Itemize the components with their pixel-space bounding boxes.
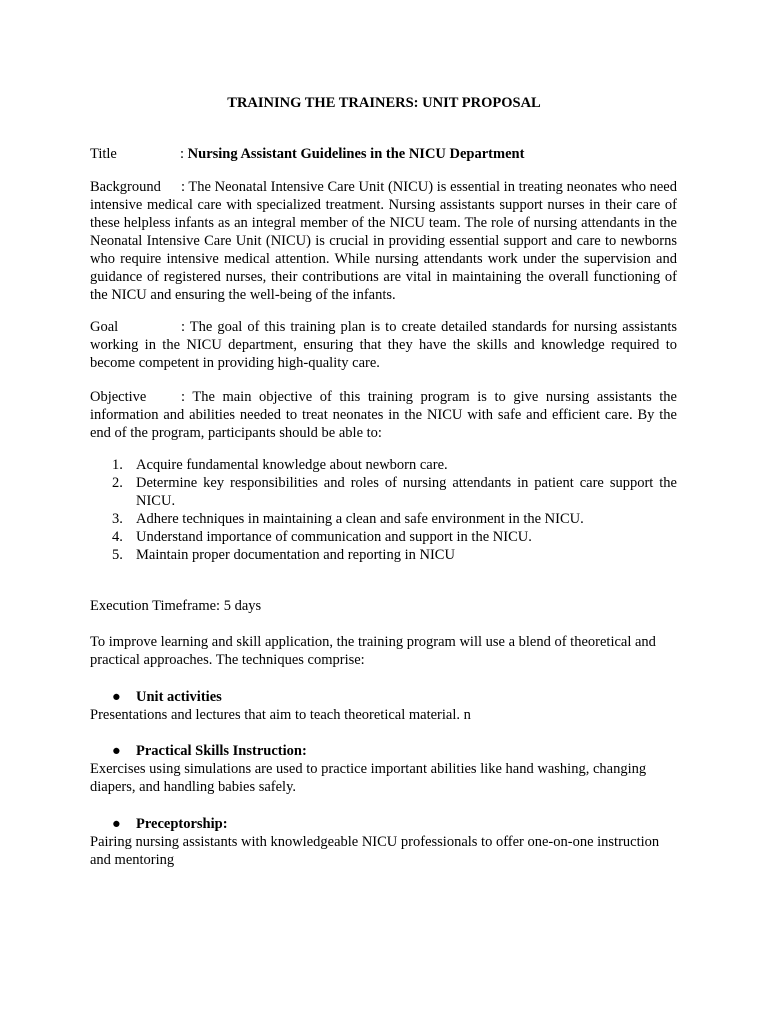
technique-heading-preceptorship — [112, 815, 228, 833]
title-value: Nursing Assistant Guidelines in the NICU Department — [187, 146, 525, 162]
list-item — [90, 510, 677, 528]
goal-text: : The goal of this training plan is to create detailed standards for nursing assistants working in the NICU department, ensuring that they have the skills and knowledge required to become competent in providing high-quality care. — [90, 319, 677, 371]
objective-text: : The main objective of this training program is to give nursing assistants the information and abilities needed to treat neonates in the NICU with safe and efficient care. By the end of the program, participants should be able to: — [90, 389, 677, 441]
title-label: Title — [90, 146, 117, 162]
background-text: : The Neonatal Intensive Care Unit (NICU) is essential in treating neonates who need intensive medical care with specialized treatment. Nursing assistants support nurses in their care of these helpless infants as an integral member of the NICU team. The role of nursing attendants in the Neonatal Intensive Care Unit (NICU) is crucial in providing essential support and care to newborns who require intensive medical attention. While nursing attendants work under the supervision and guidance of registered nurses, their contributions are vital in maintaining the overall functioning of the NICU and ensuring the well-being of the infants. — [90, 179, 677, 303]
technique-title: Preceptorship: — [136, 816, 228, 832]
bullet-icon: ● — [112, 743, 121, 759]
objective-field — [90, 388, 677, 442]
technique-text: Exercises using simulations are used to practice important abilities like hand washing, changing diapers, and handling babies safely. — [90, 761, 647, 795]
background-field — [90, 178, 677, 304]
title-separator: : — [180, 146, 188, 162]
list-item-text: Maintain proper documentation and reporting in NICU — [136, 547, 455, 563]
list-item — [90, 546, 677, 564]
document-heading: TRAINING THE TRAINERS: UNIT PROPOSAL — [227, 95, 541, 111]
technique-text: Pairing nursing assistants with knowledgeable NICU professionals to offer one-on-one instruction and mentoring — [90, 834, 660, 868]
bullet-icon: ● — [112, 816, 121, 832]
technique-text: Presentations and lectures that aim to teach theoretical material. n — [90, 707, 471, 723]
list-item-number: 2. — [112, 475, 123, 491]
background-label: Background — [90, 179, 161, 195]
list-item — [90, 474, 677, 510]
list-item-text: Determine key responsibilities and roles of nursing attendants in patient care support the NICU. — [136, 475, 677, 509]
technique-title: Practical Skills Instruction: — [136, 743, 307, 759]
technique-heading-unit-activities — [112, 688, 222, 706]
technique-heading-practical-skills — [112, 742, 307, 760]
bullet-icon: ● — [112, 689, 121, 705]
goal-field — [90, 318, 677, 372]
list-item-text: Understand importance of communication and support in the NICU. — [136, 529, 532, 545]
techniques-intro: To improve learning and skill application, the training program will use a blend of theoretical and practical approaches. The techniques comprise: — [90, 634, 656, 668]
title-field — [90, 145, 677, 163]
list-item-text: Adhere techniques in maintaining a clean and safe environment in the NICU. — [136, 511, 584, 527]
objective-label: Objective — [90, 389, 147, 405]
list-item-number: 3. — [112, 511, 123, 527]
goal-label: Goal — [90, 319, 119, 335]
list-item-number: 4. — [112, 529, 123, 545]
list-item — [90, 456, 677, 474]
list-item-number: 1. — [112, 457, 123, 473]
list-item-number: 5. — [112, 547, 123, 563]
technique-title: Unit activities — [136, 689, 222, 705]
list-item-text: Acquire fundamental knowledge about newborn care. — [136, 457, 448, 473]
execution-timeframe: Execution Timeframe: 5 days — [90, 598, 262, 614]
list-item — [90, 528, 677, 546]
objective-list — [90, 456, 677, 564]
